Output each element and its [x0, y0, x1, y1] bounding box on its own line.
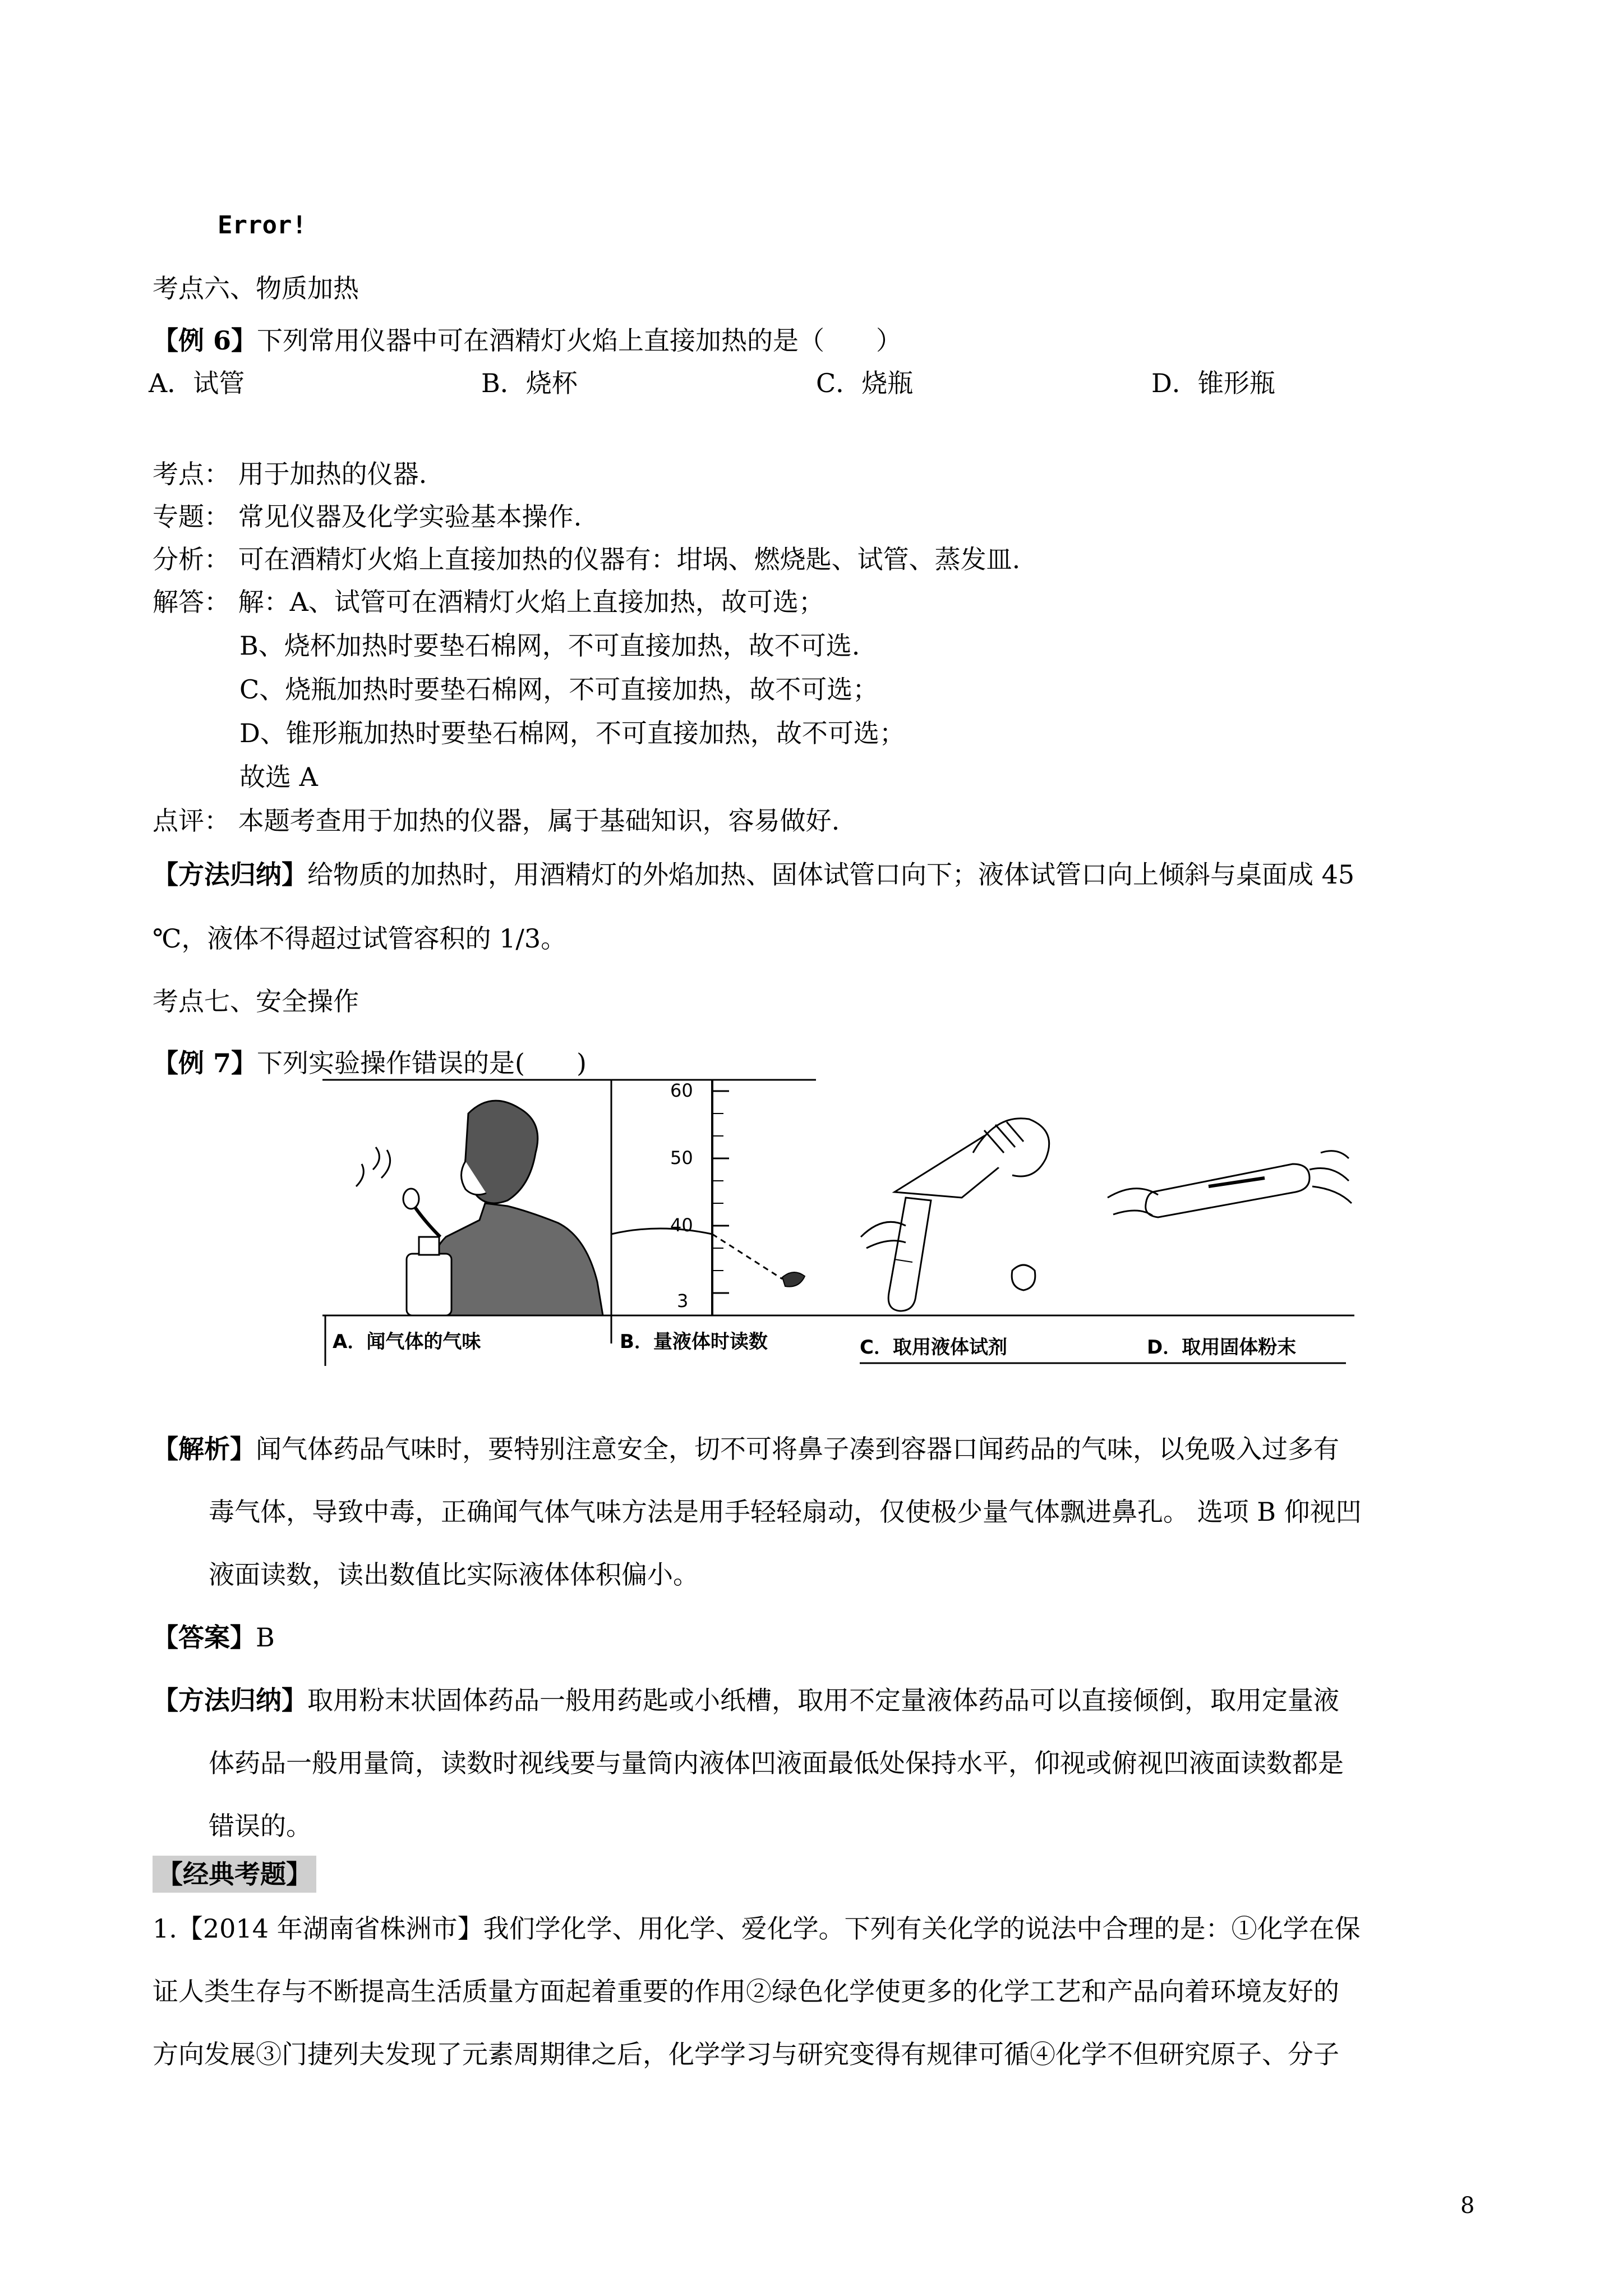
experiment-figure [322, 1069, 1354, 1374]
page-number: 8 [1460, 2193, 1475, 2219]
example-7-text: 下列实验操作错误的是( ) [257, 1048, 587, 1078]
method-summary-7-line3: 错误的。 [209, 1811, 312, 1841]
caption-b: B．量液体时读数 [620, 1331, 768, 1353]
jieda-d-line: D、锥形瓶加热时要垫石棉网，不可直接加热，故不可选； [239, 718, 905, 748]
caption-a: A．闻气体的气味 [333, 1331, 481, 1353]
analysis-text: 闻气体药品气味时，要特别注意安全，切不可将鼻子凑到容器口闻药品的气味，以免吸入过多有 [256, 1434, 1339, 1464]
graduated-cylinder-illustration [611, 1080, 805, 1315]
tick-50: 50 [670, 1147, 693, 1168]
tick-40: 40 [670, 1214, 693, 1236]
jieda-answer-line: 故选 A [239, 762, 318, 792]
option-a: A．试管 [149, 368, 245, 398]
example-6-text: 下列常用仪器中可在酒精灯火焰上直接加热的是（ ） [257, 325, 902, 356]
answer-line [153, 1622, 275, 1653]
method-6-text: 给物质的加热时，用酒精灯的外焰加热、固体试管口向下；液体试管口向上倾斜与桌面成 45 [307, 859, 1355, 890]
method-6-label: 【方法归纳】 [153, 859, 307, 890]
fenxi-line: 分析： 可在酒精灯火焰上直接加热的仪器有：坩埚、燃烧匙、试管、蒸发皿. [153, 544, 1021, 574]
kaodian-line: 考点： 用于加热的仪器. [153, 459, 427, 489]
dianping-line: 点评： 本题考查用于加热的仪器，属于基础知识，容易做好. [153, 806, 840, 836]
answer-value: B [256, 1622, 275, 1653]
analysis-line2: 毒气体，导致中毒，正确闻气体气味方法是用手轻轻扇动，仅使极少量气体飘进鼻孔。 选项 B 仰视凹 [209, 1497, 1362, 1527]
method-summary-6-line1 [153, 859, 1355, 890]
option-d: D．锥形瓶 [1151, 368, 1275, 398]
question-1-line3: 方向发展③门捷列夫发现了元素周期律之后，化学学习与研究变得有规律可循④化学不但研究原子、分子 [153, 2039, 1339, 2069]
analysis-line1 [153, 1436, 1339, 1462]
classic-heading-text: 【经典考题】 [153, 1856, 316, 1893]
jieda-b-line: B、烧杯加热时要垫石棉网，不可直接加热，故不可选. [239, 631, 860, 661]
example-7-label: 【例 7】 [153, 1048, 257, 1078]
option-c: C．烧瓶 [816, 368, 914, 398]
method-summary-7-line1 [153, 1687, 1339, 1713]
caption-c: C．取用液体试剂 [860, 1336, 1007, 1359]
section-6-heading: 考点六、物质加热 [153, 273, 359, 303]
analysis-label: 【解析】 [153, 1434, 256, 1464]
method-7-text: 取用粉末状固体药品一般用药匙或小纸槽，取用不定量液体药品可以直接倾倒，取用定量液 [307, 1685, 1339, 1715]
smelling-gas-illustration [356, 1101, 603, 1315]
zhuanti-line: 专题： 常见仪器及化学实验基本操作. [153, 501, 582, 532]
error-text: Error! [218, 211, 307, 240]
question-1-line2: 证人类生存与不断提高生活质量方面起着重要的作用②绿色化学使更多的化学工艺和产品向着环境友好的 [153, 1976, 1339, 2007]
classic-questions-heading [153, 1861, 316, 1887]
option-b: B．烧杯 [481, 368, 578, 398]
method-summary-7-line2: 体药品一般用量筒，读数时视线要与量筒内液体凹液面最低处保持水平，仰视或俯视凹液面读数都是 [209, 1748, 1344, 1778]
caption-d: D．取用固体粉末 [1147, 1336, 1297, 1359]
method-summary-6-line2: ℃，液体不得超过试管容积的 1/3。 [153, 923, 567, 954]
answer-label: 【答案】 [153, 1622, 256, 1653]
pouring-liquid-illustration [861, 1119, 1049, 1311]
jieda-c-line: C、烧瓶加热时要垫石棉网，不可直接加热，故不可选； [239, 674, 879, 705]
tick-3: 3 [677, 1290, 689, 1312]
example-6-label: 【例 6】 [153, 325, 257, 356]
powder-trough-illustration [1108, 1151, 1352, 1217]
example-6-question [153, 325, 902, 356]
question-1-line1: 1.【2014 年湖南省株洲市】我们学化学、用化学、爱化学。下列有关化学的说法中合理的是：①化学在保 [153, 1913, 1361, 1944]
analysis-line3: 液面读数，读出数值比实际液体体积偏小。 [209, 1559, 699, 1590]
tick-60: 60 [670, 1080, 693, 1101]
jieda-line: 解答： 解：A、试管可在酒精灯火焰上直接加热，故可选； [153, 587, 824, 617]
section-7-heading: 考点七、安全操作 [153, 986, 359, 1016]
method-7-label: 【方法归纳】 [153, 1685, 307, 1715]
